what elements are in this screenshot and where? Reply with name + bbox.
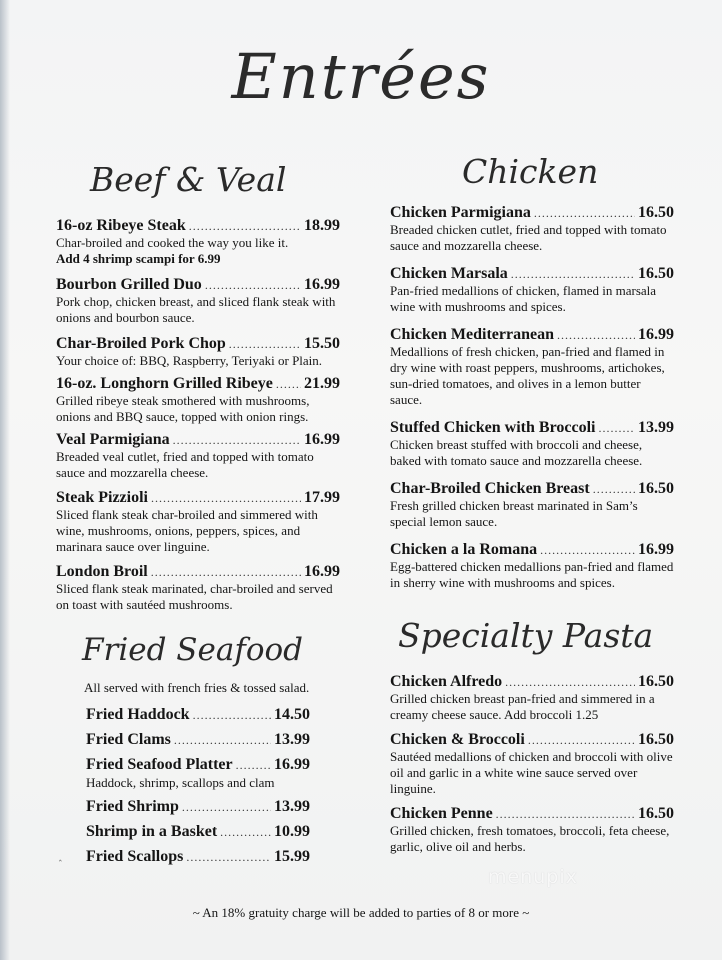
- menu-item-name: 16-oz Ribeye Steak: [56, 217, 186, 234]
- dot-leader: [193, 706, 271, 725]
- menu-item: [86, 705, 310, 725]
- menu-item: [390, 673, 674, 723]
- menu-item-description: Chicken breast stuffed with broccoli and cheese, baked with tomato sauce and mozzarella cheese.: [390, 437, 643, 468]
- menu-item: [390, 265, 674, 315]
- menu-item-description: Char-broiled and cooked the way you like it.: [56, 235, 289, 250]
- dot-leader: [276, 375, 301, 393]
- dot-leader: [511, 265, 635, 283]
- menu-item-price: 16.50: [638, 673, 674, 690]
- dot-leader: [540, 541, 635, 559]
- menu-item-description: Sliced flank steak char-broiled and simmered with wine, mushrooms, onions, peppers, spices, and marinara sauce over linguine.: [56, 507, 318, 554]
- menu-item-price: 21.99: [304, 375, 340, 392]
- menu-item: [56, 563, 340, 613]
- menu-item-price: 13.99: [274, 798, 310, 815]
- menu-item-price: 13.99: [638, 419, 674, 436]
- dot-leader: [528, 731, 635, 749]
- dot-leader: [505, 673, 635, 691]
- dot-leader: [173, 431, 301, 449]
- menu-item-price: 10.99: [274, 823, 310, 840]
- seafood-intro: All served with french fries & tossed salad.: [84, 680, 310, 695]
- menu-item-name: Fried Seafood Platter: [86, 756, 233, 773]
- menu-item: [390, 480, 674, 530]
- menu-item: [56, 276, 340, 326]
- menu-item: [86, 755, 310, 791]
- menu-item-price: 15.99: [274, 848, 310, 865]
- menu-item-description: Egg-battered chicken medallions pan-fried and flamed in sherry wine with mushrooms and spices.: [390, 559, 674, 590]
- dot-leader: [205, 276, 301, 294]
- menu-item-row: [86, 730, 310, 750]
- menu-item-row: [56, 431, 340, 449]
- menu-item-description: Sautéed medallions of chicken and broccoli with olive oil and garlic in a white wine sauce served over linguine.: [390, 749, 673, 796]
- menu-item: [56, 335, 340, 369]
- specialty-pasta-heading: Specialty Pasta: [398, 616, 654, 655]
- beef-veal-heading: Beef & Veal: [90, 160, 287, 199]
- menu-item: [56, 431, 340, 481]
- menu-item-name: Fried Scallops: [86, 848, 184, 865]
- menu-item: [56, 217, 340, 267]
- menu-item-addon-note: Add 4 shrimp scampi for 6.99: [56, 251, 221, 266]
- menu-item-price: 14.50: [274, 706, 310, 723]
- menu-item-name: Fried Shrimp: [86, 798, 179, 815]
- menu-item-name: Chicken a la Romana: [390, 541, 538, 558]
- menu-item-price: 17.99: [304, 489, 340, 506]
- menu-item-price: 16.50: [638, 731, 674, 748]
- menu-item-row: [86, 847, 310, 867]
- dot-leader: [236, 756, 271, 775]
- menu-item-name: Char-Broiled Pork Chop: [56, 335, 226, 352]
- menu-item-row: [86, 797, 310, 817]
- menu-item-row: [56, 276, 340, 294]
- dot-leader: [189, 217, 301, 235]
- dot-leader: [496, 805, 635, 823]
- dot-leader: [534, 204, 635, 222]
- menu-item-description: Breaded chicken cutlet, fried and topped with tomato sauce and mozzarella cheese.: [390, 222, 667, 253]
- menu-item-row: [56, 217, 340, 235]
- dot-leader: [186, 848, 271, 867]
- menu-item-name: Chicken Parmigiana: [390, 204, 531, 221]
- menu-item-name: Chicken & Broccoli: [390, 731, 525, 748]
- menu-item-price: 16.50: [638, 480, 674, 497]
- dot-leader: [220, 823, 271, 842]
- beef-veal-section: [56, 217, 340, 613]
- menu-item-price: 16.50: [638, 265, 674, 282]
- menu-item-description: Medallions of fresh chicken, pan-fried and flamed in dry wine with roast peppers, mushrooms, artichokes, sun-dried tomatoes, and olives in a lemon butter sauce.: [390, 344, 665, 407]
- gratuity-note: ~ An 18% gratuity charge will be added to parties of 8 or more ~: [192, 905, 530, 920]
- menu-item: [56, 375, 340, 425]
- menu-item: [390, 541, 674, 591]
- menu-item-description: Grilled ribeye steak smothered with mushrooms, onions and BBQ sauce, topped with onion rings.: [56, 393, 310, 424]
- fried-seafood-section: [86, 705, 310, 867]
- fried-seafood-heading: Fried Seafood: [82, 632, 303, 668]
- menu-item-price: 16.99: [304, 431, 340, 448]
- menu-item-name: Veal Parmigiana: [56, 431, 170, 448]
- dot-leader: [598, 419, 635, 437]
- menu-item-name: Steak Pizzioli: [56, 489, 148, 506]
- menu-item-row: [86, 755, 310, 775]
- menu-item-price: 16.99: [638, 326, 674, 343]
- menu-item-row: [390, 805, 674, 823]
- menu-item-name: Chicken Penne: [390, 805, 493, 822]
- menu-item-description: Haddock, shrimp, scallops and clam: [86, 775, 275, 790]
- menu-item-price: 16.99: [638, 541, 674, 558]
- menu-item: [86, 822, 310, 842]
- menu-item-description: Your choice of: BBQ, Raspberry, Teriyaki or Plain.: [56, 353, 323, 368]
- specialty-pasta-section: [390, 673, 674, 855]
- menu-item-row: [390, 480, 674, 498]
- menu-item-description: Pan-fried medallions of chicken, flamed in marsala wine with mushrooms and spices.: [390, 283, 657, 314]
- menu-item-row: [86, 822, 310, 842]
- menu-item-row: [56, 563, 340, 581]
- menu-item-description: Breaded veal cutlet, fried and topped with tomato sauce and mozzarella cheese.: [56, 449, 314, 480]
- menu-item: [56, 489, 340, 555]
- menu-item: [390, 805, 674, 855]
- menu-item-row: [86, 705, 310, 725]
- dot-leader: [151, 563, 301, 581]
- menu-item-row: [56, 335, 340, 353]
- menu-item-price: 15.50: [304, 335, 340, 352]
- chicken-section: [390, 204, 674, 591]
- pen-mark: ˰: [58, 848, 63, 863]
- menu-item-description: Fresh grilled chicken breast marinated in Sam’s special lemon sauce.: [390, 498, 638, 529]
- menu-item-row: [390, 673, 674, 691]
- menu-item-row: [390, 541, 674, 559]
- menu-item-name: Fried Haddock: [86, 706, 190, 723]
- menu-item-row: [56, 489, 340, 507]
- menu-item-name: London Broil: [56, 563, 148, 580]
- dot-leader: [593, 480, 635, 498]
- menu-item-price: 18.99: [304, 217, 340, 234]
- menu-item-description: Pork chop, chicken breast, and sliced flank steak with onions and bourbon sauce.: [56, 294, 336, 325]
- menu-item-name: Shrimp in a Basket: [86, 823, 218, 840]
- menu-item: [86, 847, 310, 867]
- page-title: Entrées: [231, 40, 491, 113]
- menu-item-price: 16.50: [638, 805, 674, 822]
- dot-leader: [229, 335, 301, 353]
- menu-item-row: [390, 731, 674, 749]
- dot-leader: [557, 326, 635, 344]
- menu-item-description: Grilled chicken, fresh tomatoes, broccoli, feta cheese, garlic, olive oil and herbs.: [390, 823, 670, 854]
- dot-leader: [182, 798, 271, 817]
- menu-item-price: 16.50: [638, 204, 674, 221]
- menu-item-name: Bourbon Grilled Duo: [56, 276, 202, 293]
- menu-item-name: Chicken Marsala: [390, 265, 508, 282]
- menu-item-description: Sliced flank steak marinated, char-broiled and served on toast with sautéed mushrooms.: [56, 581, 333, 612]
- menu-item: [86, 797, 310, 817]
- menu-item-row: [390, 265, 674, 283]
- menu-item: [390, 419, 674, 469]
- menu-item: [390, 204, 674, 254]
- menu-item: [390, 731, 674, 797]
- menu-item-name: Fried Clams: [86, 731, 171, 748]
- menu-item-row: [390, 419, 674, 437]
- menu-item-name: Chicken Mediterranean: [390, 326, 554, 343]
- dot-leader: [174, 731, 271, 750]
- menupix-watermark: menupix: [488, 866, 578, 888]
- menu-item-name: 16-oz. Longhorn Grilled Ribeye: [56, 375, 273, 392]
- menu-item: [390, 326, 674, 408]
- menu-item-row: [390, 326, 674, 344]
- menu-item-name: Char-Broiled Chicken Breast: [390, 480, 590, 497]
- menu-item-name: Chicken Alfredo: [390, 673, 503, 690]
- dot-leader: [151, 489, 301, 507]
- menu-item-row: [56, 375, 340, 393]
- chicken-heading: Chicken: [462, 152, 599, 191]
- menu-item: [86, 730, 310, 750]
- menu-item-price: 16.99: [304, 276, 340, 293]
- menu-item-price: 16.99: [304, 563, 340, 580]
- menu-item-row: [390, 204, 674, 222]
- menu-item-description: Grilled chicken breast pan-fried and simmered in a creamy cheese sauce. Add broccoli 1.25: [390, 691, 655, 722]
- menu-item-price: 16.99: [274, 756, 310, 773]
- menu-item-name: Stuffed Chicken with Broccoli: [390, 419, 596, 436]
- menu-item-price: 13.99: [274, 731, 310, 748]
